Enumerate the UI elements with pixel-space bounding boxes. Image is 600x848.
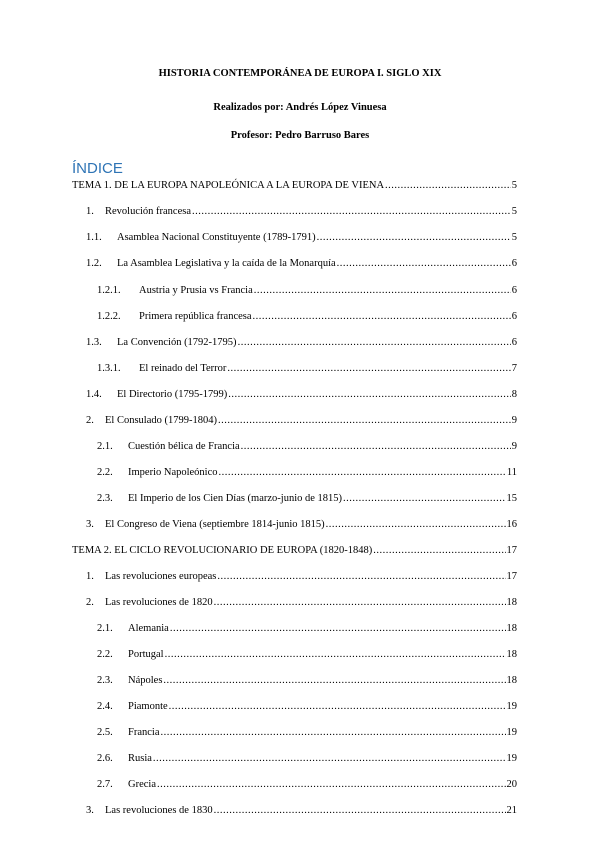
- toc-page: 18: [506, 675, 517, 686]
- leader-dots: [218, 414, 511, 428]
- leader-dots: [227, 362, 510, 376]
- toc-page: 5: [511, 180, 517, 191]
- toc-page: 6: [511, 337, 517, 348]
- toc-entry[interactable]: [86, 570, 517, 584]
- toc-entry[interactable]: [86, 518, 517, 532]
- toc-entry[interactable]: [72, 544, 517, 558]
- toc-number: 1.2.: [86, 258, 102, 269]
- toc-page: 7: [511, 363, 517, 374]
- toc-page: 16: [506, 519, 517, 530]
- toc-label: TEMA 1. DE LA EUROPA NAPOLEÓNICA A LA EUROPA DE VIENA: [72, 180, 385, 191]
- toc-label: Asamblea Nacional Constituyente (1789-1791): [117, 232, 316, 243]
- toc-label: Las revoluciones de 1830: [105, 805, 213, 816]
- toc-page: 19: [506, 753, 517, 764]
- toc-page: 18: [506, 623, 517, 634]
- toc-page: 9: [511, 415, 517, 426]
- toc-label: Austria y Prusia vs Francia: [139, 285, 253, 296]
- leader-dots: [343, 492, 505, 506]
- toc-label: Revolución francesa: [105, 206, 192, 217]
- index-heading: ÍNDICE: [72, 160, 123, 177]
- toc-entry[interactable]: [97, 310, 517, 324]
- professor-line: Profesor: Pedro Barruso Bares: [230, 130, 370, 141]
- toc-label: Imperio Napoleónico: [128, 467, 218, 478]
- leader-dots: [254, 284, 511, 298]
- leader-dots: [157, 778, 506, 792]
- toc-entry[interactable]: [86, 388, 517, 402]
- leader-dots: [238, 336, 511, 350]
- toc-number: 2.1.: [97, 441, 113, 452]
- leader-dots: [373, 544, 505, 558]
- toc-entry[interactable]: [97, 674, 517, 688]
- toc-number: 1.3.: [86, 337, 102, 348]
- toc-page: 6: [511, 311, 517, 322]
- toc-entry[interactable]: [97, 726, 517, 740]
- toc-label: Las revoluciones europeas: [105, 571, 217, 582]
- toc-page: 19: [506, 701, 517, 712]
- toc-number: 3.: [86, 805, 94, 816]
- toc-entry[interactable]: [97, 362, 517, 376]
- leader-dots: [385, 179, 511, 193]
- toc-label: Alemania: [128, 623, 169, 634]
- toc-entry[interactable]: [97, 440, 517, 454]
- toc-entry[interactable]: [72, 179, 517, 193]
- toc-label: Piamonte: [128, 701, 168, 712]
- toc-label: El Directorio (1795-1799): [117, 389, 228, 400]
- leader-dots: [192, 205, 511, 219]
- toc-label: TEMA 2. EL CICLO REVOLUCIONARIO DE EUROPA (1820-1848): [72, 545, 373, 556]
- author-line: Realizados por: Andrés López Vinuesa: [213, 102, 387, 113]
- toc-number: 1.: [86, 571, 94, 582]
- toc-number: 2.: [86, 597, 94, 608]
- toc-entry[interactable]: [97, 778, 517, 792]
- toc-number: 1.3.1.: [97, 363, 121, 374]
- toc-label: Nápoles: [128, 675, 163, 686]
- toc-entry[interactable]: [97, 648, 517, 662]
- toc-label: El Congreso de Viena (septiembre 1814-junio 1815): [105, 519, 325, 530]
- toc-number: 2.: [86, 415, 94, 426]
- toc-label: El Consulado (1799-1804): [105, 415, 217, 426]
- toc-entry[interactable]: [97, 622, 517, 636]
- leader-dots: [163, 674, 505, 688]
- toc-entry[interactable]: [97, 284, 517, 298]
- leader-dots: [241, 440, 511, 454]
- toc-label: Cuestión bélica de Francia: [128, 441, 240, 452]
- toc-entry[interactable]: [86, 414, 517, 428]
- toc-page: 18: [506, 649, 517, 660]
- leader-dots: [161, 726, 506, 740]
- toc-page: 9: [511, 441, 517, 452]
- toc-page: 18: [506, 597, 517, 608]
- leader-dots: [337, 257, 511, 271]
- leader-dots: [253, 310, 511, 324]
- toc-entry[interactable]: [86, 596, 517, 610]
- toc-number: 1.1.: [86, 232, 102, 243]
- leader-dots: [169, 700, 506, 714]
- toc-number: 1.4.: [86, 389, 102, 400]
- toc-page: 8: [511, 389, 517, 400]
- toc-entry[interactable]: [97, 492, 517, 506]
- toc-page: 6: [511, 285, 517, 296]
- toc-entry[interactable]: [86, 257, 517, 271]
- toc-number: 2.4.: [97, 701, 113, 712]
- toc-page: 5: [511, 232, 517, 243]
- toc-number: 2.1.: [97, 623, 113, 634]
- toc-page: 11: [506, 467, 517, 478]
- toc-entry[interactable]: [97, 752, 517, 766]
- toc-entry[interactable]: [86, 231, 517, 245]
- toc-label: Francia: [128, 727, 160, 738]
- leader-dots: [228, 388, 511, 402]
- toc-page: 5: [511, 206, 517, 217]
- toc-page: 17: [506, 545, 517, 556]
- toc-page: 19: [506, 727, 517, 738]
- leader-dots: [214, 596, 506, 610]
- toc-entry[interactable]: [86, 205, 517, 219]
- leader-dots: [317, 231, 511, 245]
- leader-dots: [219, 466, 506, 480]
- toc-number: 2.3.: [97, 493, 113, 504]
- toc-number: 2.6.: [97, 753, 113, 764]
- toc-label: La Asamblea Legislativa y la caída de la Monarquía: [117, 258, 336, 269]
- toc-number: 2.7.: [97, 779, 113, 790]
- toc-label: Rusia: [128, 753, 152, 764]
- leader-dots: [170, 622, 506, 636]
- toc-entry[interactable]: [86, 336, 517, 350]
- toc-number: 2.2.: [97, 649, 113, 660]
- toc-number: 2.2.: [97, 467, 113, 478]
- toc-entry[interactable]: [97, 466, 517, 480]
- leader-dots: [326, 518, 506, 532]
- toc-page: 6: [511, 258, 517, 269]
- leader-dots: [217, 570, 505, 584]
- toc-number: 1.2.2.: [97, 311, 121, 322]
- toc-entry[interactable]: [86, 804, 517, 818]
- toc-number: 2.3.: [97, 675, 113, 686]
- toc-label: La Convención (1792-1795): [117, 337, 237, 348]
- toc-page: 15: [506, 493, 517, 504]
- toc-label: Portugal: [128, 649, 164, 660]
- leader-dots: [214, 804, 506, 818]
- toc-number: 3.: [86, 519, 94, 530]
- document-title: HISTORIA CONTEMPORÁNEA DE EUROPA I. SIGLO XIX: [158, 68, 442, 79]
- toc-label: Primera república francesa: [139, 311, 252, 322]
- toc-number: 1.2.1.: [97, 285, 121, 296]
- toc-entry[interactable]: [97, 700, 517, 714]
- toc-page: 17: [506, 571, 517, 582]
- toc-page: 20: [506, 779, 517, 790]
- leader-dots: [165, 648, 506, 662]
- toc-number: 1.: [86, 206, 94, 217]
- toc-label: Las revoluciones de 1820: [105, 597, 213, 608]
- toc-label: El Imperio de los Cien Días (marzo-junio de 1815): [128, 493, 343, 504]
- toc-label: El reinado del Terror: [139, 363, 227, 374]
- toc-page: 21: [506, 805, 517, 816]
- toc-label: Grecia: [128, 779, 156, 790]
- toc-number: 2.5.: [97, 727, 113, 738]
- leader-dots: [153, 752, 506, 766]
